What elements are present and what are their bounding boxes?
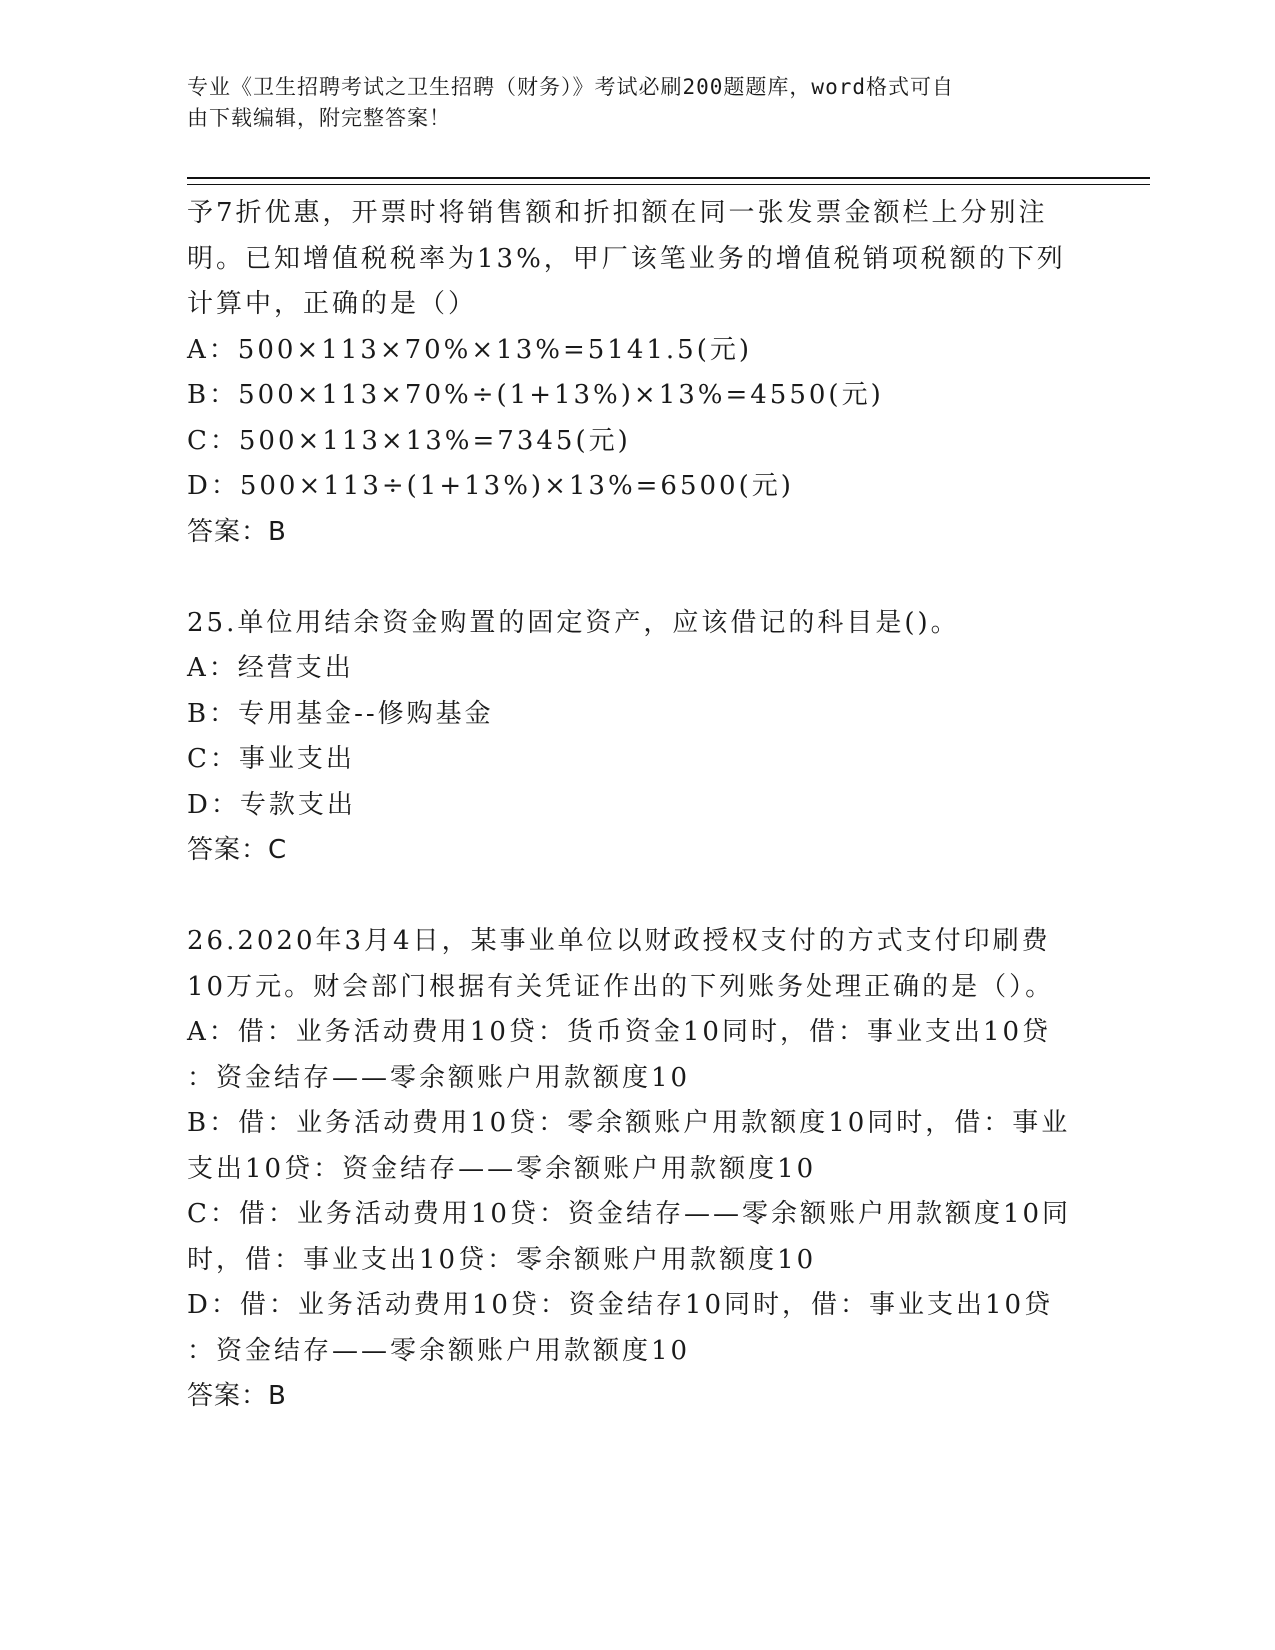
question-spacer bbox=[187, 555, 1087, 601]
question-stem-line: 予7折优惠，开票时将销售额和折扣额在同一张发票金额栏上分别注 bbox=[187, 198, 1048, 228]
question-content bbox=[187, 191, 1087, 1420]
question-26 bbox=[187, 919, 1087, 1420]
question-stem-line: 25.单位用结余资金购置的固定资产，应该借记的科目是()。 bbox=[187, 607, 960, 638]
question-25 bbox=[187, 601, 1087, 874]
answer-label: 答案：C bbox=[187, 835, 288, 865]
answer-label: 答案：B bbox=[187, 1381, 287, 1411]
option-d: D：借：业务活动费用10贷：资金结存10同时，借：事业支出10贷 bbox=[187, 1290, 1054, 1320]
option-b: B：500×113×70%÷(1+13%)×13%=4550(元) bbox=[187, 380, 884, 410]
header-title-line-2: 由下载编辑，附完整答案！ bbox=[187, 106, 451, 130]
question-stem-line: 26.2020年3月4日，某事业单位以财政授权支付的方式支付印刷费 bbox=[187, 926, 1051, 956]
question-stem-line: 10万元。财会部门根据有关凭证作出的下列账务处理正确的是（）。 bbox=[187, 971, 1055, 1002]
header-title-line-1: 专业《卫生招聘考试之卫生招聘（财务）》考试必刷200题题库，word格式可自 bbox=[187, 75, 954, 99]
option-a: A：借：业务活动费用10贷：货币资金10同时，借：事业支出10贷 bbox=[187, 1017, 1052, 1047]
header-divider-thin bbox=[187, 184, 1150, 185]
option-c-continued: 时，借：事业支出10贷：零余额账户用款额度10 bbox=[187, 1244, 817, 1275]
question-spacer bbox=[187, 874, 1087, 920]
answer-label: 答案：B bbox=[187, 516, 287, 547]
header-divider-thick bbox=[187, 177, 1150, 179]
question-stem-line: 明。已知增值税税率为13%，甲厂该笔业务的增值税销项税额的下列 bbox=[187, 243, 1066, 274]
option-c: C：借：业务活动费用10贷：资金结存——零余额账户用款额度10同 bbox=[187, 1199, 1072, 1229]
option-a: A：500×113×70%×13%=5141.5(元) bbox=[187, 334, 753, 365]
option-a-continued: ：资金结存——零余额账户用款额度10 bbox=[187, 1062, 691, 1093]
option-c: C：事业支出 bbox=[187, 744, 355, 774]
option-b: B：借：业务活动费用10贷：零余额账户用款额度10同时，借：事业 bbox=[187, 1108, 1071, 1138]
option-b-continued: 支出10贷：资金结存——零余额账户用款额度10 bbox=[187, 1153, 817, 1184]
option-b: B：专用基金--修购基金 bbox=[187, 698, 494, 729]
option-d: D：专款支出 bbox=[187, 789, 356, 820]
page-header bbox=[187, 72, 1067, 134]
question-24 bbox=[187, 191, 1087, 555]
question-stem-line: 计算中，正确的是（） bbox=[187, 289, 478, 319]
option-d-continued: ：资金结存——零余额账户用款额度10 bbox=[187, 1335, 691, 1366]
option-a: A：经营支出 bbox=[187, 653, 354, 683]
option-c: C：500×113×13%=7345(元) bbox=[187, 425, 631, 456]
option-d: D：500×113÷(1+13%)×13%=6500(元) bbox=[187, 471, 794, 501]
